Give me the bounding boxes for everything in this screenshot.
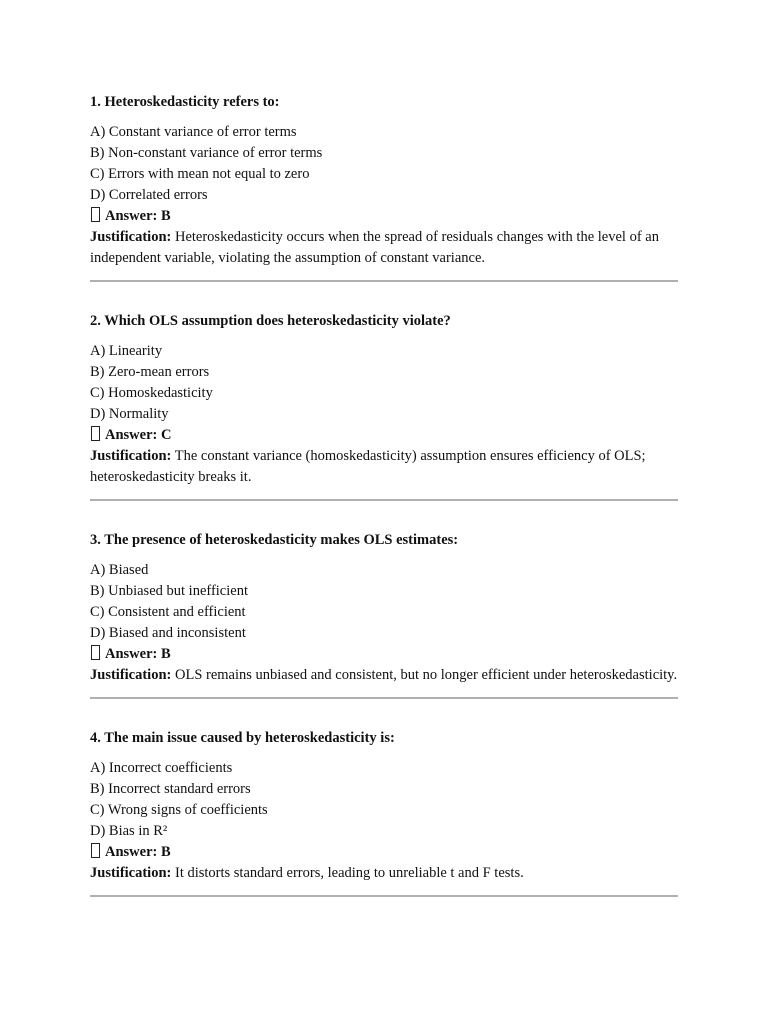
justification-text: OLS remains unbiased and consistent, but no longer efficient under heteroskedasticity.: [171, 667, 678, 683]
justification: [90, 863, 678, 884]
option-c: C) Homoskedasticity: [90, 385, 213, 401]
option-c: C) Consistent and efficient: [90, 604, 246, 620]
justification: [90, 227, 678, 269]
answer-text: Answer: C: [105, 427, 172, 443]
question-title: 1. Heteroskedasticity refers to:: [90, 94, 280, 110]
checkbox-icon: [91, 426, 100, 441]
answer-text: Answer: B: [105, 208, 171, 224]
justification-label: Justification:: [90, 229, 172, 245]
divider: [90, 280, 678, 282]
question-2: [90, 311, 678, 501]
question-4: [90, 728, 678, 897]
justification-text: It distorts standard errors, leading to unreliable t and F tests.: [171, 865, 524, 881]
option-b: B) Zero-mean errors: [90, 364, 210, 380]
question-title: 2. Which OLS assumption does heteroskedasticity violate?: [90, 313, 451, 329]
answer-line: [90, 206, 678, 227]
justification-label: Justification:: [90, 865, 172, 881]
option-b: B) Non-constant variance of error terms: [90, 145, 323, 161]
option-d: D) Correlated errors: [90, 187, 208, 203]
checkbox-icon: [91, 645, 100, 660]
answer-line: [90, 425, 678, 446]
option-d: D) Bias in R²: [90, 823, 168, 839]
divider: [90, 895, 678, 897]
answer-text: Answer: B: [105, 646, 171, 662]
justification: [90, 446, 678, 488]
justification-text: The constant variance (homoskedasticity) assumption ensures efficiency of OLS; heteroskedasticity breaks it.: [90, 448, 646, 485]
divider: [90, 697, 678, 699]
checkbox-icon: [91, 843, 100, 858]
justification-text: Heteroskedasticity occurs when the spread of residuals changes with the level of an independent variable, violating the assumption of constant variance.: [90, 229, 659, 266]
option-b: B) Unbiased but inefficient: [90, 583, 248, 599]
option-d: D) Biased and inconsistent: [90, 625, 246, 641]
justification: [90, 665, 678, 686]
justification-label: Justification:: [90, 667, 172, 683]
question-title: 3. The presence of heteroskedasticity makes OLS estimates:: [90, 532, 459, 548]
question-title: 4. The main issue caused by heteroskedasticity is:: [90, 730, 395, 746]
option-b: B) Incorrect standard errors: [90, 781, 251, 797]
option-a: A) Incorrect coefficients: [90, 760, 233, 776]
answer-line: [90, 644, 678, 665]
document-page: [90, 92, 678, 897]
question-3: [90, 530, 678, 699]
option-c: C) Errors with mean not equal to zero: [90, 166, 310, 182]
answer-line: [90, 842, 678, 863]
option-a: A) Constant variance of error terms: [90, 124, 297, 140]
checkbox-icon: [91, 207, 100, 222]
option-c: C) Wrong signs of coefficients: [90, 802, 268, 818]
option-d: D) Normality: [90, 406, 169, 422]
option-a: A) Biased: [90, 562, 149, 578]
question-1: [90, 92, 678, 282]
option-a: A) Linearity: [90, 343, 163, 359]
justification-label: Justification:: [90, 448, 172, 464]
divider: [90, 499, 678, 501]
answer-text: Answer: B: [105, 844, 171, 860]
